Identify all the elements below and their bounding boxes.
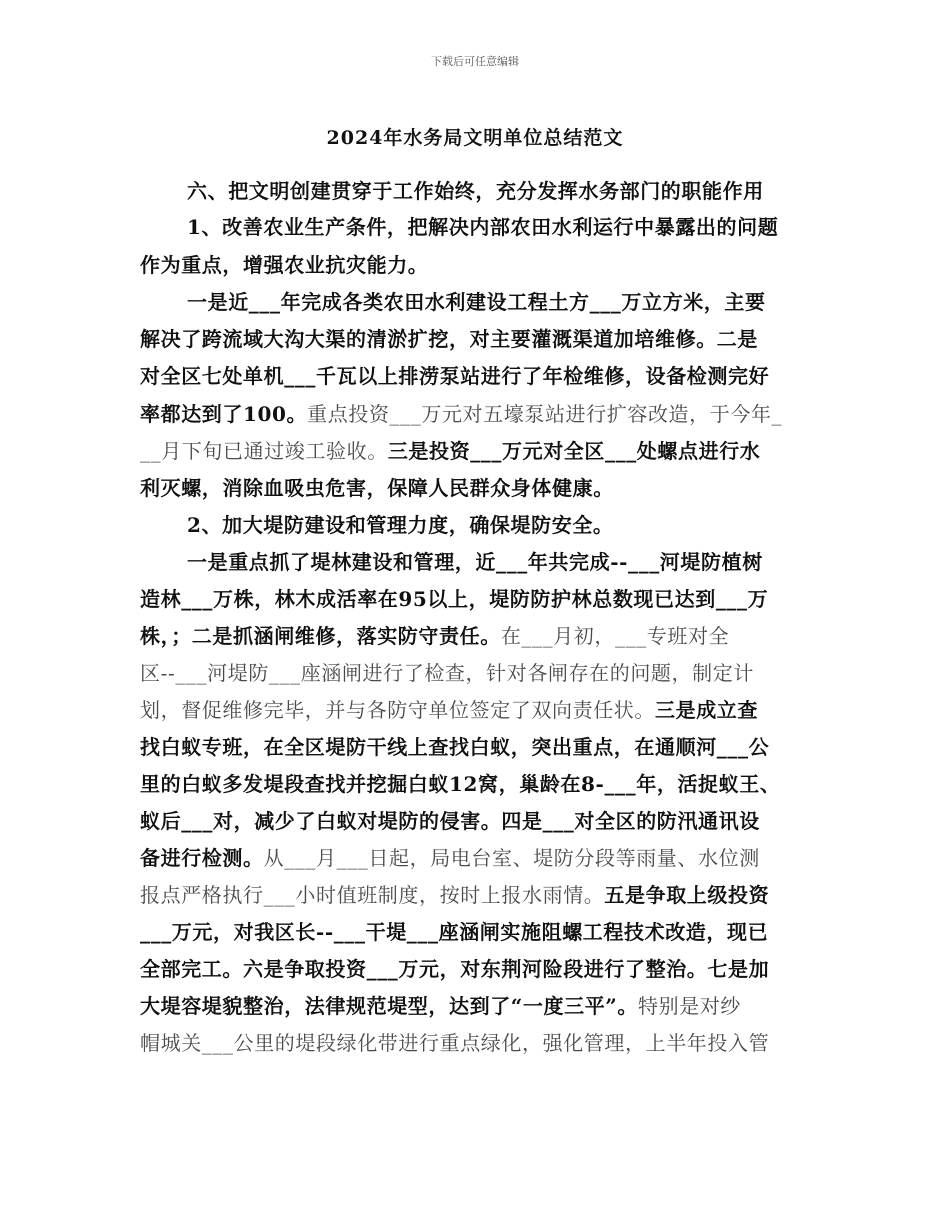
- paragraph-line: [140, 620, 820, 649]
- paragraph-line: [140, 657, 820, 686]
- paragraph-line: [187, 175, 820, 204]
- paragraph-line: [140, 472, 820, 501]
- text-segment: 从___月___日起，局电台室、堤防分段等雨量、水位测: [263, 846, 760, 870]
- paragraph-line: [187, 546, 820, 575]
- paragraph-line: [187, 509, 820, 538]
- text-segment: 利灭螺，消除血吸虫危害，保障人民群众身体健康。: [140, 476, 614, 500]
- text-segment: ___万元，对我区长--___干堤___座涵闸实施阻螺工程技术改造，现已: [140, 920, 769, 944]
- paragraph-line: [187, 211, 820, 240]
- text-segment: 2、加大堤防建设和管理力度，确保堤防安全。: [187, 513, 614, 537]
- text-segment: 蚁后___对，减少了白蚁对堤防的侵害。四是___对全区的防汛通讯设: [140, 809, 760, 833]
- text-segment: 对全区七处单机___千瓦以上排涝泵站进行了年检维修，设备检测完好: [140, 364, 770, 388]
- text-segment: 造林___万株，林木成活率在95以上，堤防防护林总数现已达到___万: [140, 587, 769, 611]
- paragraph-line: [140, 879, 820, 908]
- paragraph-line: [140, 768, 820, 797]
- text-segment: 株，；二是抓涵闸维修，落实防守责任。: [140, 624, 501, 648]
- paragraph-line: [140, 731, 820, 760]
- text-segment: 五是争取上级投资: [604, 883, 770, 907]
- paragraph-line: [140, 953, 820, 982]
- paragraph-line: [140, 435, 820, 464]
- paragraph-line: [140, 323, 820, 352]
- text-segment: 解决了跨流域大沟大渠的清淤扩挖，对主要灌溉渠道加培维修。二是: [140, 327, 758, 351]
- text-segment: 三是成立查: [655, 698, 758, 722]
- paragraph-line: [187, 286, 820, 315]
- text-segment: 帽城关___公里的堤段绿化带进行重点绿化，强化管理，上半年投入管: [140, 1031, 770, 1055]
- text-segment: 重点投资___万元对五壕泵站进行扩容改造，于今年_: [307, 402, 783, 426]
- text-segment: 1、改善农业生产条件，把解决内部农田水利运行中暴露出的问题: [187, 215, 779, 239]
- text-segment: 一是重点抓了堤林建设和管理，近___年共完成--___河堤防植树: [187, 550, 763, 574]
- text-segment: 报点严格执行___小时值班制度，按时上报水雨情。: [140, 883, 605, 907]
- text-segment: 率都达到了100。: [140, 402, 308, 426]
- text-segment: 备进行检测。: [140, 846, 264, 870]
- text-segment: 大堤容堤貌整治，法律规范堤型，达到了“一度三平”。: [140, 994, 639, 1018]
- paragraph-line: [140, 360, 820, 389]
- text-segment: 三是投资___万元对全区___处螺点进行水: [387, 439, 761, 463]
- paragraph-line: [140, 805, 820, 834]
- text-segment: 找白蚁专班，在全区堤防干线上查找白蚁，突出重点，在通顺河___公: [140, 735, 770, 759]
- paragraph-line: [140, 916, 820, 945]
- text-segment: 一是近___年完成各类农田水利建设工程土方___万立方米，主要: [187, 290, 766, 314]
- text-segment: 划，督促维修完毕，并与各防守单位签定了双向责任状。: [140, 698, 655, 722]
- paragraph-line: [140, 842, 820, 871]
- text-segment: 六、把文明创建贯穿于工作始终，充分发挥水务部门的职能作用: [187, 179, 764, 203]
- paragraph-line: [140, 583, 820, 612]
- paragraph-line: [140, 249, 820, 278]
- text-segment: 区--___河堤防___座涵闸进行了检查，针对各闸存在的问题，制定计: [140, 661, 754, 685]
- text-segment: 全部完工。六是争取投资___万元，对东荆河险段进行了整治。七是加: [140, 957, 770, 981]
- paragraph-line: [140, 1027, 820, 1056]
- text-segment: 里的白蚁多发堤段查找并挖掘白蚁12窝，巢龄在8-___年，活捉蚁王、: [140, 772, 781, 796]
- header-note: 下载后可任意编辑: [431, 55, 519, 68]
- text-segment: 作为重点，增强农业抗灾能力。: [140, 253, 429, 277]
- text-segment: __月下旬已通过竣工验收。: [140, 439, 388, 463]
- text-segment: 特别是对纱: [638, 994, 742, 1018]
- text-segment: 在___月初，___专班对全: [500, 624, 730, 648]
- paragraph-line: [140, 990, 820, 1019]
- paragraph-line: [140, 694, 820, 723]
- document-title: 2024年水务局文明单位总结范文: [326, 127, 624, 149]
- paragraph-line: [140, 398, 820, 427]
